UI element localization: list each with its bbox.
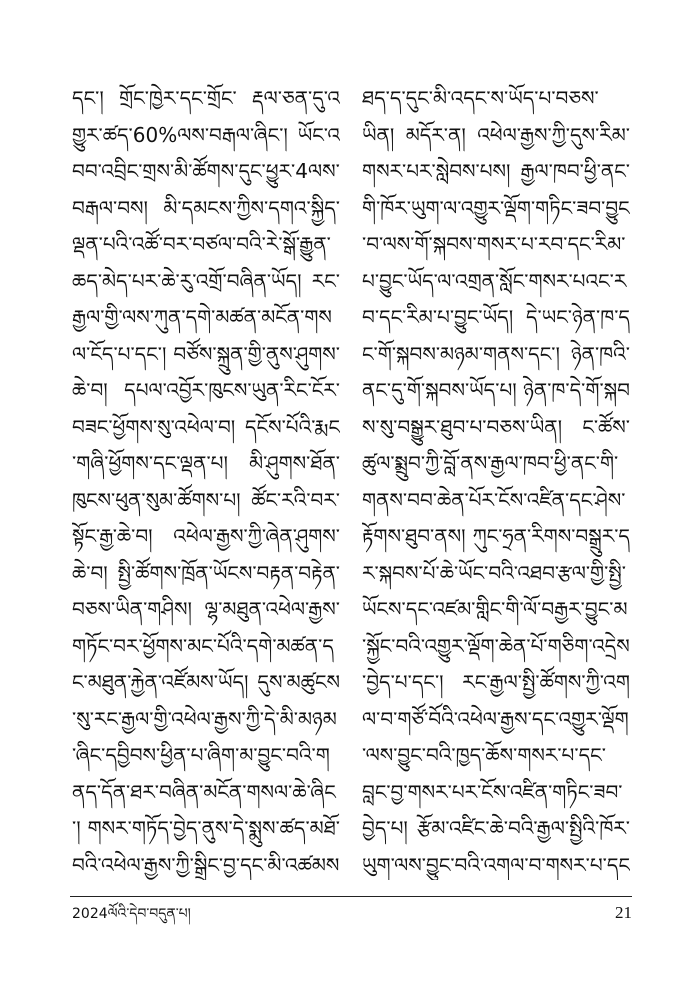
body-paragraph-left: དང་། གྲོང་ཁྱེར་དང་གྲོང་ རྡལ་ཅན་དུ་འགྱུར་ཚད་60%ལས་བརྒལ་ཞིང་། ཡོང་འབབ་འབྲིང་གྲས་མི་ཚོགས་དུང་ཕྱུར་4ལས་བརྒལ་བས། མི་དམངས་ཀྱིས་དགའ་སྐྱིད་ལྡན་པའི་འཚོ་བར་བཙལ་བའི་རེ་སྒོ་རྒྱུན་ཆད་མེད་པར་ཆེ་རུ་འགྲོ་བཞིན་ཡོད། རང་རྒྱལ་གྱི་ལས་ཀུན་དགེ་མཚན་མངོན་གསལ་ངོད་པ་དང་། བཙོས་སྐྲུན་གྱི་ནུས་ཤུགས་ཆེ་བ། དཔལ་འབྱོར་ཁུངས་ཡུན་རིང་ངོར་བཟང་ཕྱོགས་སུ་འཕེལ་བ། དངོས་པོའི་རྨང་གཞི་ཕྱོགས་དང་ལྡན་པ། མི་ཤུགས་ཐོན་ཁུངས་ཕུན་སུམ་ཚོགས་པ། ཚོང་རའི་བར་སྟོང་རྒྱ་ཆེ་བ། འཕེལ་རྒྱས་ཀྱི་ཞེན་ཤུགས་ཆེ་བ། སྤྱི་ཚོགས་ཁྲོན་ཡོངས་བརྟན་བརྟེན་བཅས་ཡིན་གཤིས། ལྷ་མཐུན་འཕེལ་རྒྱས་གཏོང་བར་ཕྱོགས་མང་པོའི་དགེ་མཚན་དང་མཐུན་རྐྱེན་འཛོམས་ཡོད། དུས་མཚུངས་སུ་རང་རྒྱལ་གྱི་འཕེལ་རྒྱས་ཀྱི་དེ་མི་མཉམ་ཞིང་དབྱིབས་ཕྱིན་པ་ཞིག་མ་བྱུང་བའི་གནད་དོན་ཐར་བཞིན་མངོན་གསལ་ཆེ་ཞིང་། གསར་གཏོད་བྱེད་ནུས་དེ་སྨུས་ཚད་མཐོ་བའི་འཕེལ་རྒྱས་ཀྱི་སྒྲིང་བྱ་དང་མི་འཚམས: [72, 86, 340, 877]
text-column-right: [362, 80, 630, 880]
issue-label: 2024ལོའི་དེབ་བདུན་པ།: [72, 906, 191, 922]
page-number: 21: [615, 903, 632, 922]
footer-divider: [70, 896, 632, 897]
text-column-left: [72, 80, 340, 880]
body-paragraph-right: ཐད་ད་དུང་མི་འདང་ས་ཡོད་པ་བཅས་ཡིན། མདོར་ན། འཕེལ་རྒྱས་ཀྱི་དུས་རིམ་གསར་པར་སླེབས་པས། རྒྱལ་ཁབ་ཕྱི་ནང་གི་ཁོར་ཡུག་ལ་འགྱུར་ལྡོག་གཏིང་ཟབ་བྱུང་བ་ལས་གོ་སྐབས་གསར་པ་རབ་དང་རིམ་པ་བྱུང་ཡོད་ལ་འགྲན་སློང་གསར་པའང་རབ་དང་རིམ་པ་བྱུང་ཡོད། དེ་ཡང་ཉེན་ཁ་དང་གོ་སྐབས་མཉམ་གནས་དང་། ཉེན་ཁའི་ནང་དུ་གོ་སྐབས་ཡོད་པ། ཉེན་ཁ་དེ་གོ་སྐབས་སུ་བསྒྱུར་ཐུབ་པ་བཅས་ཡིན། ང་ཚོས་ཚུལ་སྨྲུབ་ཀྱི་བློ་ནས་རྒྱལ་ཁབ་ཕྱི་ནང་གི་གནས་བབ་ཆེན་པོར་ངོས་འཛིན་དང་ཤེས་རྟོགས་ཐུབ་ནས། ཀུང་ཧྲན་རིགས་བསྒྲུར་དར་སྐབས་པོ་ཆེ་ཡོང་བའི་འཐབ་རྩལ་གྱི་སྤྱི་ཡོངས་དང་འཛམ་གླིང་གི་ལོ་བརྒྱར་བྱུང་མ་སྐྱོང་བའི་འགྱུར་ལྡོག་ཆེན་པོ་གཅིག་འདྲེས་བྱེད་པ་དང་། རང་རྒྱལ་སྤྱི་ཚོགས་ཀྱི་འགལ་བ་གཙོ་བོའི་འཕེལ་རྒྱས་དང་འགྱུར་ལྡོག་ལས་བྱུང་བའི་ཁྱད་ཆོས་གསར་པ་དང་བླང་བྱ་གསར་པར་ངོས་འཛིན་གཏིང་ཟབ་བྱེད་པ། རྩོམ་འཛིང་ཆེ་བའི་རྒྱལ་སྤྱིའི་ཁོར་ཡུག་ལས་བྱུང་བའི་འགལ་བ་གསར་པ་དང: [362, 86, 630, 877]
